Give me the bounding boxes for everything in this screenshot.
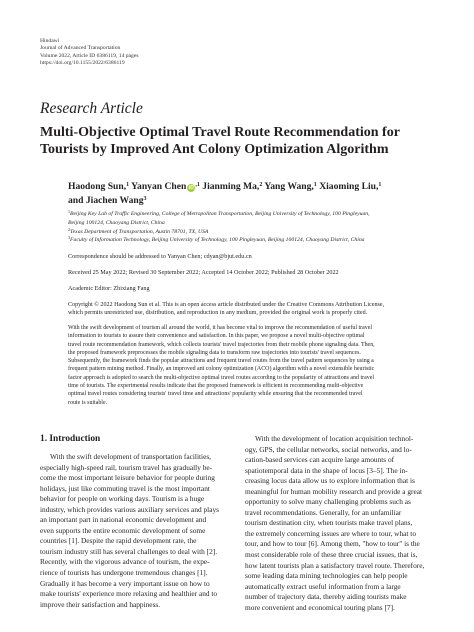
author-name: Yanyan Chen: [131, 181, 187, 192]
affiliation-text: Texas Department of Transportation, Austin 78701, TX, USA: [70, 228, 209, 235]
body-line: make tourists' experience more relaxing and healthier and to: [40, 589, 218, 599]
abstract-line: travel route recommendation framework, which collects tourists' travel trajectories from their mobile phone signaling data. Then,: [68, 341, 375, 348]
body-line: especially high-speed rail, tourism travel has gradually be-: [40, 462, 213, 472]
abstract-line: optimal travel routes considering tourists' travel time and attractions' popularity while ensuring that the recommended travel: [68, 391, 363, 398]
abstract-line: the proposed framework preprocesses the mobile signaling data to transform raw trajectories into tourists' travel sequences.: [68, 349, 361, 356]
abstract-line: factor approach is adopted to search the multi-objective optimal travel routes according to the popularity of attractions and travel: [68, 374, 375, 381]
body-line: opportunity to solve many challenging problems such as: [245, 497, 411, 507]
body-line: holidays, just like commuting travel is the most important: [40, 483, 210, 493]
author-affil-sup: 1: [378, 182, 382, 188]
body-line: ogy, GPS, the cellular networks, social networks, and lo-: [245, 444, 412, 454]
author-affil-sup: 1: [126, 182, 130, 188]
body-line: come the most important leisure behavior for people during: [40, 473, 215, 483]
body-line: tourism industry still has several challenges to deal with [2].: [40, 546, 218, 556]
author-name: and Jiachen Wang: [68, 194, 144, 206]
abstract-line: time of tourists. The experimental results indicate that the proposed framework is efficient in recommending multi-objective: [68, 383, 364, 390]
abstract-line: With the swift development of tourism all around the world, it has become vital to improve the recommendation of useful travel: [68, 325, 372, 331]
body-line: number of trajectory data, thereby aiding tourists make: [245, 592, 407, 602]
body-line: travel recommendations. Generally, for an unfamiliar: [245, 507, 402, 517]
body-line: rience of tourists has undergone tremendous changes [1].: [40, 568, 208, 578]
affiliation-text: Beijing 100124, Chaoyang District, China: [68, 219, 165, 226]
body-line: behavior for people on working days. Tourism is a huge: [40, 494, 205, 504]
body-line: spatiotemporal data in the shape of locus [3–5]. The in-: [245, 465, 408, 475]
author-list: [68, 180, 448, 207]
journal-name: Journal of Advanced Transportation: [40, 45, 121, 52]
body-line: improve their satisfaction and happiness.: [40, 599, 161, 609]
body-line: automatically extract useful information from a large: [245, 581, 401, 591]
affiliation-text: Beijing Key Lab of Traffic Engineering, College of Metropolitan Transportation, Beijing University of Technology, 100 Pingleyuan,: [70, 211, 370, 217]
orcid-icon[interactable]: iD: [188, 185, 194, 191]
body-line: more convenient and economical touring plans [7].: [245, 602, 395, 612]
body-line: an important part in national economic development and: [40, 515, 207, 525]
title-line: Tourists by Improved Ant Colony Optimization Algorithm: [40, 142, 389, 157]
copyright-line: which permits unrestricted use, distribution, and reproduction in any medium, provided the original work is properly cited.: [68, 310, 368, 317]
body-line: With the swift development of transportation facilities,: [50, 452, 212, 461]
article-title: [40, 124, 440, 158]
author-affil-sup: 3: [143, 195, 147, 202]
section-heading: 1. Introduction: [40, 434, 101, 444]
body-line: cation-based services can acquire large amounts of: [245, 455, 395, 465]
author-name: Haodong Sun,: [68, 181, 127, 192]
article-type: Research Article: [40, 100, 143, 117]
body-line: Gradually it has become a very important issue on how to: [40, 578, 210, 588]
publication-dates: Received 25 May 2022; Revised 30 September 2022; Accepted 14 October 2022; Published 28 October 2022: [68, 269, 339, 276]
body-line: tourism destination city, when tourists make travel plans,: [245, 518, 413, 528]
author-name: Xiaoming Liu,: [319, 181, 379, 192]
body-line: even supports the entire economic development of some: [40, 525, 206, 535]
affiliation-sup: 1: [68, 209, 70, 214]
body-line: tour, and how to tour [6]. Among them, "how to tour" is the: [245, 539, 420, 549]
body-line: some leading data mining technologies can help people: [245, 571, 408, 581]
author-affil-sup: ,1: [195, 182, 200, 188]
left-column-text: [40, 452, 232, 610]
body-line: meaningful for human mobility research and provide a great: [245, 486, 423, 496]
abstract-line: route is suitable.: [68, 399, 108, 406]
body-line: With the development of location acquisition technol-: [255, 434, 414, 443]
affiliation-sup: 2: [68, 226, 70, 232]
doi-link[interactable]: https://doi.org/10.1155/2022/6386119: [40, 60, 125, 67]
volume-info: Volume 2022, Article ID 6386119, 14 pages: [40, 52, 139, 59]
body-line: industry, which provides various auxiliary services and plays: [40, 504, 219, 514]
affiliation-text: Faculty of Information Technology, Beijing University of Technology, 100 Pingleyuan, Beijing 100124, Chaoyang District, China: [70, 237, 365, 244]
body-line: most considerable role of these three crucial issues, that is,: [245, 550, 418, 560]
body-line: Recently, with the vigorous advance of tourism, the expe-: [40, 557, 210, 567]
abstract-line: frequent pattern mining method. Finally, an improved ant colony optimization (ACO) algorithm with a novel extensible heuristic: [68, 366, 375, 373]
abstract-line: information to tourists to assure their convenience and satisfaction. In this paper, we propose a novel multi-objective optimal: [68, 333, 365, 340]
abstract-line: Subsequently, the framework finds the popular attractions and frequent travel routes from the travel pattern sequences by using a: [68, 358, 374, 365]
correspondence: Correspondence should be addressed to Yanyan Chen; cdyan@bjut.edu.cn: [68, 253, 252, 260]
author-name: Jianming Ma,: [202, 181, 260, 192]
publisher-name: Hindawi: [40, 38, 60, 44]
journal-metadata: [40, 38, 139, 68]
copyright-notice: [68, 301, 440, 318]
title-line: Multi-Objective Optimal Travel Route Recommendation for: [40, 125, 400, 140]
body-line: how latent tourists plan a satisfactory travel route. Therefore,: [245, 560, 425, 570]
affiliations: [68, 210, 448, 245]
author-name: Yang Wang,: [264, 181, 314, 192]
author-affil-sup: 1: [313, 182, 317, 188]
copyright-line: Copyright © 2022 Haodong Sun et al. This is an open access article distributed under the Creative Commons Attribution License,: [68, 302, 385, 308]
body-line: the extremely concerning issues are where to tour, what to: [245, 528, 417, 538]
affiliation-sup: 3: [68, 235, 70, 241]
academic-editor: Academic Editor: Zhixiang Fang: [68, 285, 150, 292]
body-line: countries [1]. Despite the rapid development rate, the: [40, 536, 197, 546]
abstract: [68, 324, 440, 407]
body-line: creasing locus data allow us to explore information that is: [245, 476, 415, 486]
right-column-text: [245, 434, 437, 613]
author-affil-sup: 2: [259, 182, 263, 188]
